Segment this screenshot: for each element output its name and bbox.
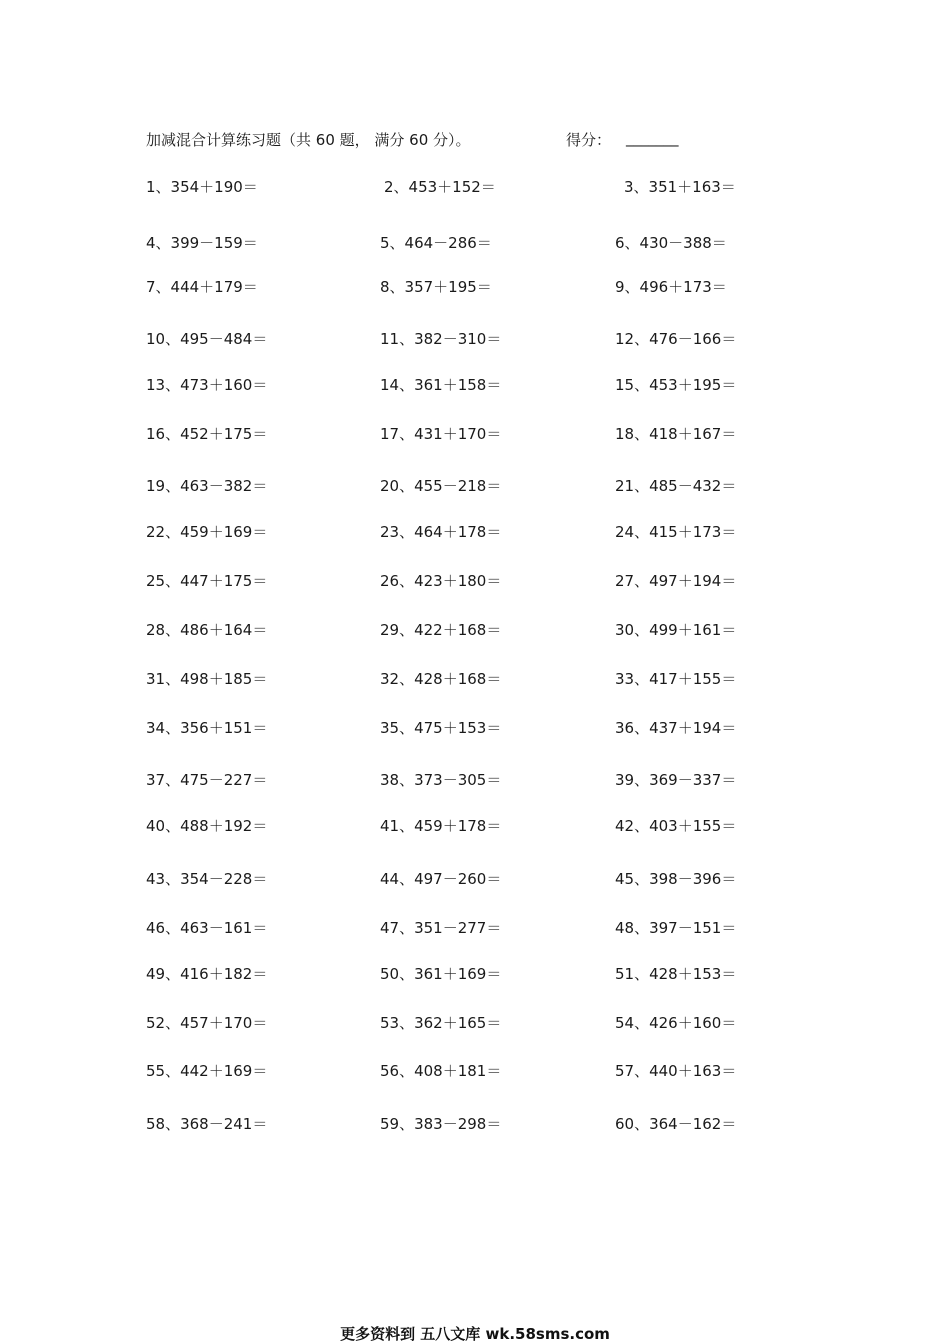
problem-23: 23、464＋178＝ — [380, 523, 502, 541]
problem-11: 11、382－310＝ — [380, 330, 502, 348]
problem-31: 31、498＋185＝ — [146, 670, 268, 688]
problem-57: 57、440＋163＝ — [615, 1062, 737, 1080]
problem-8: 8、357＋195＝ — [380, 278, 492, 296]
problem-42: 42、403＋155＝ — [615, 817, 737, 835]
problem-21: 21、485－432＝ — [615, 477, 737, 495]
footer-watermark: 更多资料到 五八文库 wk.58sms.com — [340, 1325, 610, 1343]
problem-51: 51、428＋153＝ — [615, 965, 737, 983]
problem-10: 10、495－484＝ — [146, 330, 268, 348]
problem-49: 49、416＋182＝ — [146, 965, 268, 983]
problem-25: 25、447＋175＝ — [146, 572, 268, 590]
problem-55: 55、442＋169＝ — [146, 1062, 268, 1080]
problem-54: 54、426＋160＝ — [615, 1014, 737, 1032]
problem-53: 53、362＋165＝ — [380, 1014, 502, 1032]
problem-16: 16、452＋175＝ — [146, 425, 268, 443]
problem-5: 5、464－286＝ — [380, 234, 492, 252]
problem-32: 32、428＋168＝ — [380, 670, 502, 688]
problem-15: 15、453＋195＝ — [615, 376, 737, 394]
problem-52: 52、457＋170＝ — [146, 1014, 268, 1032]
problem-20: 20、455－218＝ — [380, 477, 502, 495]
problem-22: 22、459＋169＝ — [146, 523, 268, 541]
problem-4: 4、399－159＝ — [146, 234, 258, 252]
problem-47: 47、351－277＝ — [380, 919, 502, 937]
problem-17: 17、431＋170＝ — [380, 425, 502, 443]
problem-37: 37、475－227＝ — [146, 771, 268, 789]
problem-59: 59、383－298＝ — [380, 1115, 502, 1133]
problem-60: 60、364－162＝ — [615, 1115, 737, 1133]
problem-48: 48、397－151＝ — [615, 919, 737, 937]
problem-12: 12、476－166＝ — [615, 330, 737, 348]
problem-3: 3、351＋163＝ — [624, 178, 736, 196]
problem-44: 44、497－260＝ — [380, 870, 502, 888]
problem-9: 9、496＋173＝ — [615, 278, 727, 296]
problem-41: 41、459＋178＝ — [380, 817, 502, 835]
problem-56: 56、408＋181＝ — [380, 1062, 502, 1080]
problem-13: 13、473＋160＝ — [146, 376, 268, 394]
problem-38: 38、373－305＝ — [380, 771, 502, 789]
problem-14: 14、361＋158＝ — [380, 376, 502, 394]
problem-1: 1、354＋190＝ — [146, 178, 258, 196]
problem-30: 30、499＋161＝ — [615, 621, 737, 639]
problem-46: 46、463－161＝ — [146, 919, 268, 937]
problem-26: 26、423＋180＝ — [380, 572, 502, 590]
problem-35: 35、475＋153＝ — [380, 719, 502, 737]
problem-36: 36、437＋194＝ — [615, 719, 737, 737]
problem-39: 39、369－337＝ — [615, 771, 737, 789]
problem-29: 29、422＋168＝ — [380, 621, 502, 639]
score-label: 得分： — [566, 131, 612, 149]
problem-45: 45、398－396＝ — [615, 870, 737, 888]
problem-33: 33、417＋155＝ — [615, 670, 737, 688]
problem-6: 6、430－388＝ — [615, 234, 727, 252]
problem-24: 24、415＋173＝ — [615, 523, 737, 541]
problem-43: 43、354－228＝ — [146, 870, 268, 888]
problem-2: 2、453＋152＝ — [384, 178, 496, 196]
problem-50: 50、361＋169＝ — [380, 965, 502, 983]
problem-28: 28、486＋164＝ — [146, 621, 268, 639]
problem-18: 18、418＋167＝ — [615, 425, 737, 443]
problem-34: 34、356＋151＝ — [146, 719, 268, 737]
problem-7: 7、444＋179＝ — [146, 278, 258, 296]
worksheet-title: 加减混合计算练习题（共 60 题， 满分 60 分）。 — [146, 131, 471, 149]
problem-27: 27、497＋194＝ — [615, 572, 737, 590]
problem-40: 40、488＋192＝ — [146, 817, 268, 835]
problem-19: 19、463－382＝ — [146, 477, 268, 495]
score-blank: _______ — [626, 129, 679, 147]
problem-58: 58、368－241＝ — [146, 1115, 268, 1133]
